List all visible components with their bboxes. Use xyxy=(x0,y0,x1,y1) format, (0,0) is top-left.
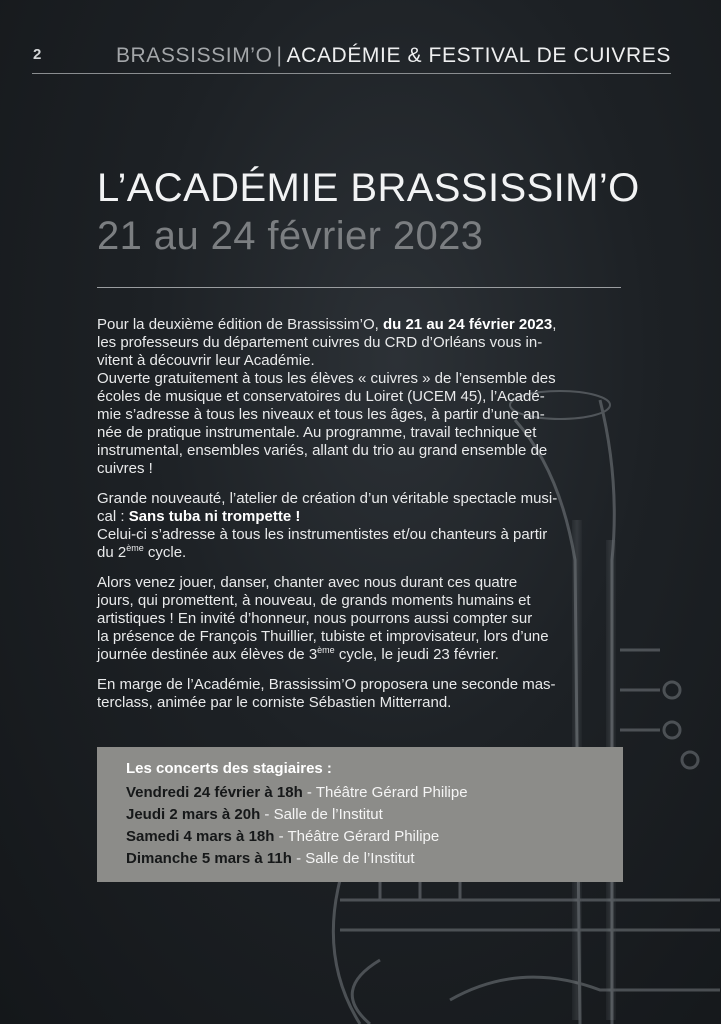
text-line: Grande nouveauté, l’atelier de création d’un véritable spectacle musi- xyxy=(97,490,558,507)
text-line: la présence de François Thuillier, tubiste et improvisateur, lors d’une xyxy=(97,628,549,645)
concert-date: Jeudi 2 mars à 20h xyxy=(126,806,261,823)
text-segment: journée destinée aux élèves de 3 xyxy=(97,646,318,663)
text-line: née de pratique instrumentale. Au programme, travail technique et xyxy=(97,424,537,441)
superscript: ème xyxy=(317,645,335,655)
show-title-emphasis: Sans tuba ni trompette ! xyxy=(128,508,301,525)
text-line: instrumental, ensembles variés, allant du trio au grand ensemble de xyxy=(97,442,548,459)
header-brand: BRASSISSIM’O xyxy=(115,44,273,67)
paragraph-invitation xyxy=(97,574,622,664)
concert-venue: - Théâtre Gérard Philipe xyxy=(274,828,440,845)
text-line xyxy=(97,544,622,562)
superscript: ème xyxy=(126,543,144,553)
concert-venue: - Salle de l’Institut xyxy=(260,806,383,823)
text-line: mie s’adresse à tous les niveaux et tous les âges, à partir d’une an- xyxy=(97,406,545,423)
concert-venue: - Théâtre Gérard Philipe xyxy=(302,784,468,801)
page-number: 2 xyxy=(33,46,42,63)
concert-venue: - Salle de l’Institut xyxy=(291,850,415,867)
page-title: L’ACADÉMIE BRASSISSIM’O xyxy=(97,166,640,210)
concert-item xyxy=(126,782,623,804)
text-line: cuivres ! xyxy=(97,460,153,477)
concerts-box xyxy=(97,747,623,882)
text-segment: cycle, le jeudi 23 février. xyxy=(334,646,499,663)
dates-emphasis: du 21 au 24 février 2023 xyxy=(382,316,553,333)
concert-item xyxy=(126,804,623,826)
article-body xyxy=(97,316,622,724)
text-line: Ouverte gratuitement à tous les élèves « cuivres » de l’ensemble des xyxy=(97,370,556,387)
header-subtitle: ACADÉMIE & FESTIVAL DE CUIVRES xyxy=(286,44,671,67)
text-line xyxy=(97,646,622,664)
text-line: Celui-ci s’adresse à tous les instrumentistes et/ou chanteurs à partir xyxy=(97,526,548,543)
concert-item xyxy=(126,848,623,870)
concert-date: Samedi 4 mars à 18h xyxy=(126,828,275,845)
text-segment: du 2 xyxy=(97,544,127,561)
text-line xyxy=(97,316,622,334)
text-line: vitent à découvrir leur Académie. xyxy=(97,352,315,369)
text-segment: Pour la deuxième édition de Brassissim’O, xyxy=(97,316,383,333)
text-line: les professeurs du département cuivres du CRD d’Orléans vous in- xyxy=(97,334,543,351)
concert-date: Vendredi 24 février à 18h xyxy=(126,784,303,801)
paragraph-novelty xyxy=(97,490,622,562)
paragraph-masterclass xyxy=(97,676,622,712)
text-segment: cal : xyxy=(97,508,129,525)
text-line: artistiques ! En invité d’honneur, nous pourrons aussi compter sur xyxy=(97,610,533,627)
text-line: terclass, animée par le corniste Sébastien Mitterrand. xyxy=(97,694,452,711)
text-line: En marge de l’Académie, Brassissim’O proposera une seconde mas- xyxy=(97,676,556,693)
running-header xyxy=(116,44,671,68)
header-separator: | xyxy=(276,44,283,67)
header-divider xyxy=(32,73,671,74)
paragraph-intro xyxy=(97,316,622,478)
text-segment: , xyxy=(552,316,557,333)
text-line xyxy=(97,508,622,526)
title-divider xyxy=(97,287,621,288)
text-segment: cycle. xyxy=(143,544,187,561)
concert-item xyxy=(126,826,623,848)
text-line: Alors venez jouer, danser, chanter avec nous durant ces quatre xyxy=(97,574,518,591)
text-line: jours, qui promettent, à nouveau, de grands moments humains et xyxy=(97,592,531,609)
page-dates: 21 au 24 février 2023 xyxy=(97,214,484,258)
concert-date: Dimanche 5 mars à 11h xyxy=(126,850,292,867)
text-line: écoles de musique et conservatoires du Loiret (UCEM 45), l’Acadé- xyxy=(97,388,545,405)
concerts-heading: Les concerts des stagiaires : xyxy=(126,760,332,777)
